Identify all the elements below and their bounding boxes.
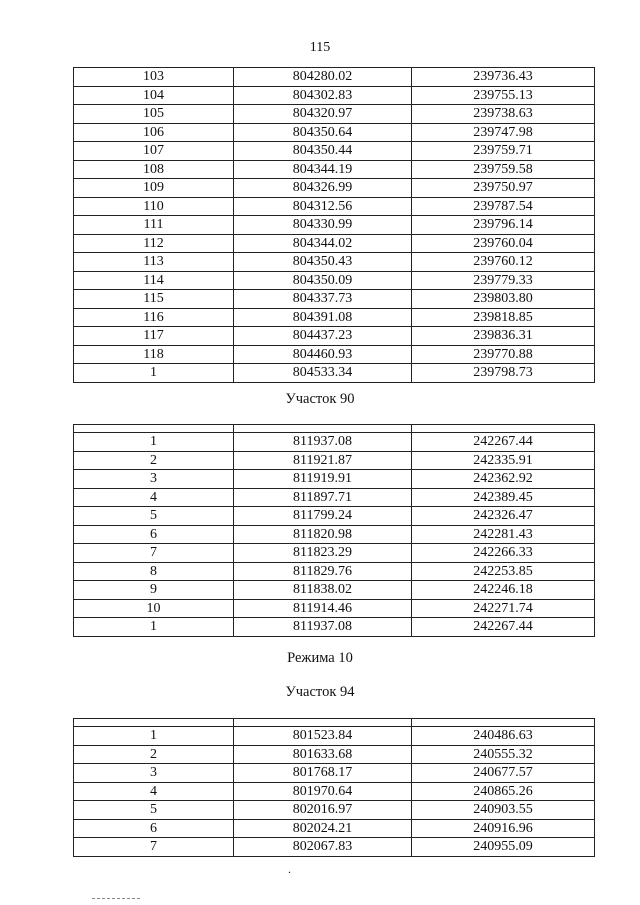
x-coordinate-cell: 804344.19 xyxy=(234,160,412,179)
table-row xyxy=(74,290,595,309)
x-coordinate-cell: 804302.83 xyxy=(234,86,412,105)
x-coordinate-cell: 811829.76 xyxy=(234,562,412,581)
table-row xyxy=(74,745,595,764)
table-row xyxy=(74,507,595,526)
table-row xyxy=(74,451,595,470)
point-number-cell: 113 xyxy=(74,253,234,272)
table-cell-empty xyxy=(234,719,412,727)
x-coordinate-cell: 801523.84 xyxy=(234,727,412,746)
y-coordinate-cell: 242326.47 xyxy=(412,507,595,526)
table-row xyxy=(74,764,595,783)
table-row xyxy=(74,327,595,346)
y-coordinate-cell: 242281.43 xyxy=(412,525,595,544)
table-row xyxy=(74,782,595,801)
table-row xyxy=(74,68,595,87)
y-coordinate-cell: 240486.63 xyxy=(412,727,595,746)
y-coordinate-cell: 239803.80 xyxy=(412,290,595,309)
point-number-cell: 10 xyxy=(74,599,234,618)
x-coordinate-cell: 801768.17 xyxy=(234,764,412,783)
x-coordinate-cell: 804326.99 xyxy=(234,179,412,198)
x-coordinate-cell: 804533.34 xyxy=(234,364,412,383)
table-spacer-row xyxy=(74,425,595,433)
y-coordinate-cell: 240955.09 xyxy=(412,838,595,857)
section-heading-90: Участок 90 xyxy=(285,391,355,407)
point-number-cell: 117 xyxy=(74,327,234,346)
point-number-cell: 1 xyxy=(74,433,234,452)
point-number-cell: 4 xyxy=(74,782,234,801)
y-coordinate-cell: 239818.85 xyxy=(412,308,595,327)
point-number-cell: 2 xyxy=(74,451,234,470)
table-row xyxy=(74,599,595,618)
point-number-cell: 1 xyxy=(74,727,234,746)
x-coordinate-cell: 811921.87 xyxy=(234,451,412,470)
y-coordinate-cell: 239787.54 xyxy=(412,197,595,216)
table-row xyxy=(74,234,595,253)
table-row xyxy=(74,364,595,383)
y-coordinate-cell: 239750.97 xyxy=(412,179,595,198)
x-coordinate-cell: 802016.97 xyxy=(234,801,412,820)
x-coordinate-cell: 811838.02 xyxy=(234,581,412,600)
table-row xyxy=(74,525,595,544)
y-coordinate-cell: 239796.14 xyxy=(412,216,595,235)
y-coordinate-cell: 239759.71 xyxy=(412,142,595,161)
x-coordinate-cell: 804312.56 xyxy=(234,197,412,216)
coordinates-table-94 xyxy=(73,718,595,857)
x-coordinate-cell: 804320.97 xyxy=(234,105,412,124)
table-row xyxy=(74,142,595,161)
y-coordinate-cell: 239779.33 xyxy=(412,271,595,290)
y-coordinate-cell: 242389.45 xyxy=(412,488,595,507)
x-coordinate-cell: 804350.64 xyxy=(234,123,412,142)
x-coordinate-cell: 804460.93 xyxy=(234,345,412,364)
point-number-cell: 105 xyxy=(74,105,234,124)
table-row xyxy=(74,470,595,489)
point-number-cell: 110 xyxy=(74,197,234,216)
point-number-cell: 106 xyxy=(74,123,234,142)
point-number-cell: 111 xyxy=(74,216,234,235)
point-number-cell: 107 xyxy=(74,142,234,161)
y-coordinate-cell: 240677.57 xyxy=(412,764,595,783)
point-number-cell: 114 xyxy=(74,271,234,290)
y-coordinate-cell: 242266.33 xyxy=(412,544,595,563)
x-coordinate-cell: 811937.08 xyxy=(234,618,412,637)
y-coordinate-cell: 239770.88 xyxy=(412,345,595,364)
point-number-cell: 6 xyxy=(74,819,234,838)
table-row xyxy=(74,838,595,857)
x-coordinate-cell: 811914.46 xyxy=(234,599,412,618)
y-coordinate-cell: 239760.04 xyxy=(412,234,595,253)
y-coordinate-cell: 239798.73 xyxy=(412,364,595,383)
y-coordinate-cell: 239760.12 xyxy=(412,253,595,272)
table-row xyxy=(74,86,595,105)
x-coordinate-cell: 804330.99 xyxy=(234,216,412,235)
table-row xyxy=(74,345,595,364)
x-coordinate-cell: 804337.73 xyxy=(234,290,412,309)
scan-artifact-line xyxy=(92,898,140,899)
table-cell-empty xyxy=(74,425,234,433)
x-coordinate-cell: 804350.09 xyxy=(234,271,412,290)
y-coordinate-cell: 240865.26 xyxy=(412,782,595,801)
point-number-cell: 4 xyxy=(74,488,234,507)
y-coordinate-cell: 242271.74 xyxy=(412,599,595,618)
table-cell-empty xyxy=(74,719,234,727)
page-mark-dot: . xyxy=(288,862,291,876)
x-coordinate-cell: 804350.44 xyxy=(234,142,412,161)
x-coordinate-cell: 811919.91 xyxy=(234,470,412,489)
table-row xyxy=(74,819,595,838)
point-number-cell: 5 xyxy=(74,801,234,820)
x-coordinate-cell: 811799.24 xyxy=(234,507,412,526)
point-number-cell: 109 xyxy=(74,179,234,198)
point-number-cell: 118 xyxy=(74,345,234,364)
x-coordinate-cell: 804344.02 xyxy=(234,234,412,253)
point-number-cell: 103 xyxy=(74,68,234,87)
table-cell-empty xyxy=(412,719,595,727)
table-row xyxy=(74,271,595,290)
point-number-cell: 112 xyxy=(74,234,234,253)
x-coordinate-cell: 804350.43 xyxy=(234,253,412,272)
x-coordinate-cell: 804391.08 xyxy=(234,308,412,327)
y-coordinate-cell: 240916.96 xyxy=(412,819,595,838)
table-row xyxy=(74,618,595,637)
page-number: 115 xyxy=(309,40,331,55)
section-heading-94: Участок 94 xyxy=(285,684,355,700)
table-row xyxy=(74,253,595,272)
coordinates-table-continued xyxy=(73,67,595,383)
table-row xyxy=(74,488,595,507)
x-coordinate-cell: 801633.68 xyxy=(234,745,412,764)
table-row xyxy=(74,562,595,581)
table-row xyxy=(74,801,595,820)
point-number-cell: 9 xyxy=(74,581,234,600)
x-coordinate-cell: 811897.71 xyxy=(234,488,412,507)
table-row xyxy=(74,544,595,563)
x-coordinate-cell: 804437.23 xyxy=(234,327,412,346)
x-coordinate-cell: 811820.98 xyxy=(234,525,412,544)
point-number-cell: 3 xyxy=(74,764,234,783)
point-number-cell: 1 xyxy=(74,618,234,637)
point-number-cell: 104 xyxy=(74,86,234,105)
x-coordinate-cell: 811937.08 xyxy=(234,433,412,452)
y-coordinate-cell: 242253.85 xyxy=(412,562,595,581)
table-row xyxy=(74,179,595,198)
regime-heading: Режима 10 xyxy=(287,650,353,666)
table-row xyxy=(74,105,595,124)
table-row xyxy=(74,581,595,600)
y-coordinate-cell: 240555.32 xyxy=(412,745,595,764)
point-number-cell: 7 xyxy=(74,544,234,563)
table-cell-empty xyxy=(234,425,412,433)
table-row xyxy=(74,727,595,746)
y-coordinate-cell: 242267.44 xyxy=(412,433,595,452)
y-coordinate-cell: 239736.43 xyxy=(412,68,595,87)
point-number-cell: 6 xyxy=(74,525,234,544)
y-coordinate-cell: 239759.58 xyxy=(412,160,595,179)
y-coordinate-cell: 242246.18 xyxy=(412,581,595,600)
x-coordinate-cell: 801970.64 xyxy=(234,782,412,801)
x-coordinate-cell: 802024.21 xyxy=(234,819,412,838)
x-coordinate-cell: 811823.29 xyxy=(234,544,412,563)
table-row xyxy=(74,160,595,179)
y-coordinate-cell: 239747.98 xyxy=(412,123,595,142)
table-row xyxy=(74,123,595,142)
table-row xyxy=(74,433,595,452)
y-coordinate-cell: 242335.91 xyxy=(412,451,595,470)
point-number-cell: 115 xyxy=(74,290,234,309)
table-cell-empty xyxy=(412,425,595,433)
y-coordinate-cell: 239836.31 xyxy=(412,327,595,346)
point-number-cell: 116 xyxy=(74,308,234,327)
y-coordinate-cell: 239738.63 xyxy=(412,105,595,124)
table-row xyxy=(74,197,595,216)
table-spacer-row xyxy=(74,719,595,727)
point-number-cell: 108 xyxy=(74,160,234,179)
y-coordinate-cell: 242267.44 xyxy=(412,618,595,637)
coordinates-table-90 xyxy=(73,424,595,637)
point-number-cell: 2 xyxy=(74,745,234,764)
point-number-cell: 3 xyxy=(74,470,234,489)
point-number-cell: 5 xyxy=(74,507,234,526)
x-coordinate-cell: 804280.02 xyxy=(234,68,412,87)
point-number-cell: 8 xyxy=(74,562,234,581)
y-coordinate-cell: 240903.55 xyxy=(412,801,595,820)
x-coordinate-cell: 802067.83 xyxy=(234,838,412,857)
table-row xyxy=(74,308,595,327)
y-coordinate-cell: 242362.92 xyxy=(412,470,595,489)
table-row xyxy=(74,216,595,235)
y-coordinate-cell: 239755.13 xyxy=(412,86,595,105)
point-number-cell: 7 xyxy=(74,838,234,857)
point-number-cell: 1 xyxy=(74,364,234,383)
